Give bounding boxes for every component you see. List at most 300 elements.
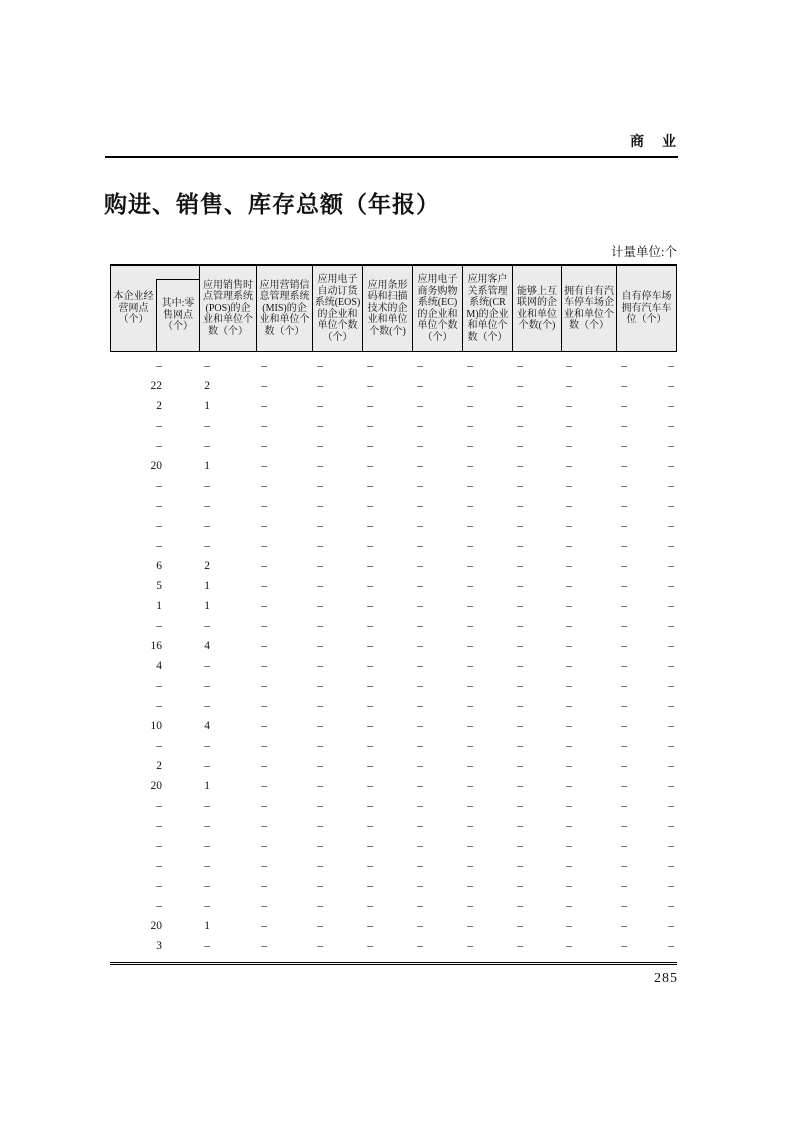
table-cell: –	[566, 920, 572, 932]
table-cell: 2	[156, 760, 162, 772]
table-row	[110, 616, 677, 636]
table-cell: –	[621, 480, 627, 492]
table-cell: –	[317, 700, 323, 712]
table-cell: –	[367, 420, 373, 432]
table-cell: 2	[156, 400, 162, 412]
table-cell: –	[367, 460, 373, 472]
table-cell: –	[317, 400, 323, 412]
table-cell: –	[517, 800, 523, 812]
table-cell: –	[467, 940, 473, 952]
table-cell: –	[417, 820, 423, 832]
table-cell: –	[417, 380, 423, 392]
table-cell: –	[156, 480, 162, 492]
table-cell: –	[367, 520, 373, 532]
table-cell: –	[317, 860, 323, 872]
table-cell: 20	[150, 780, 162, 792]
table-cell: –	[566, 780, 572, 792]
table-cell: –	[621, 760, 627, 772]
table-cell: –	[417, 740, 423, 752]
table-cell: –	[317, 360, 323, 372]
table-cell: –	[261, 580, 267, 592]
table-row	[110, 396, 677, 416]
table-cell: 4	[156, 660, 162, 672]
table-cell: –	[367, 920, 373, 932]
table-cell: –	[367, 360, 373, 372]
table-cell: –	[621, 400, 627, 412]
table-cell: –	[417, 520, 423, 532]
table-cell: –	[261, 940, 267, 952]
column-header-5	[313, 266, 363, 351]
table-cell: –	[668, 360, 674, 372]
table-cell: –	[417, 720, 423, 732]
table-cell: –	[261, 480, 267, 492]
column-header-label: 拥有自有汽车停车场企业和单位个数（个）	[564, 285, 614, 331]
running-head	[105, 131, 678, 158]
table-cell: –	[367, 660, 373, 672]
table-body	[110, 352, 677, 962]
table-cell: –	[668, 520, 674, 532]
table-cell: –	[668, 380, 674, 392]
table-cell: 20	[150, 920, 162, 932]
table-cell: –	[261, 680, 267, 692]
table-row	[110, 896, 677, 916]
table-cell: –	[367, 820, 373, 832]
table-cell: –	[566, 580, 572, 592]
table-cell: –	[204, 900, 210, 912]
table-cell: –	[417, 640, 423, 652]
table-cell: –	[517, 360, 523, 372]
table-cell: –	[204, 620, 210, 632]
table-cell: –	[668, 640, 674, 652]
column-header-8	[463, 266, 513, 351]
table-cell: –	[467, 640, 473, 652]
table-cell: –	[621, 840, 627, 852]
table-cell: –	[467, 440, 473, 452]
page-title: 购进、销售、库存总额（年报）	[104, 192, 440, 217]
table-cell: –	[317, 900, 323, 912]
table-cell: –	[261, 420, 267, 432]
table-cell: –	[668, 920, 674, 932]
column-header-label: 应用营销信息管理系统(MIS)的企业和单位个数（个）	[259, 279, 310, 337]
column-header-4	[257, 266, 313, 351]
column-header-label: 应用电子自动订货系统(EOS)的企业和单位个数（个）	[314, 274, 361, 343]
table-cell: 2	[204, 380, 210, 392]
table-cell: –	[261, 880, 267, 892]
table-cell: –	[668, 440, 674, 452]
table-cell: –	[417, 920, 423, 932]
table-cell: –	[156, 880, 162, 892]
table-cell: –	[367, 720, 373, 732]
table-cell: –	[204, 820, 210, 832]
table-cell: 20	[150, 460, 162, 472]
table-cell: –	[367, 880, 373, 892]
table-cell: 4	[204, 720, 210, 732]
table-cell: –	[367, 640, 373, 652]
table-cell: –	[367, 580, 373, 592]
table-cell: –	[517, 620, 523, 632]
table-cell: –	[261, 400, 267, 412]
table-cell: –	[317, 780, 323, 792]
table-cell: –	[367, 700, 373, 712]
column-header-6	[363, 266, 413, 351]
table-row	[110, 576, 677, 596]
table-cell: –	[367, 900, 373, 912]
table-cell: –	[566, 400, 572, 412]
table-cell: –	[417, 580, 423, 592]
table-cell: –	[317, 420, 323, 432]
table-cell: –	[367, 480, 373, 492]
table-cell: –	[367, 940, 373, 952]
table-cell: –	[156, 740, 162, 752]
table-cell: –	[517, 780, 523, 792]
table-cell: –	[668, 780, 674, 792]
table-cell: –	[517, 460, 523, 472]
table-cell: –	[467, 820, 473, 832]
table-cell: –	[261, 800, 267, 812]
table-cell: –	[367, 500, 373, 512]
table-row	[110, 416, 677, 436]
column-header-label: 应用客户关系管理系统(CRM)的企业和单位个数（个）	[466, 274, 509, 343]
table-cell: –	[317, 940, 323, 952]
table-cell: –	[417, 660, 423, 672]
table-cell: –	[204, 440, 210, 452]
table-cell: –	[517, 400, 523, 412]
table-cell: –	[261, 640, 267, 652]
table-cell: –	[668, 560, 674, 572]
table-cell: –	[417, 860, 423, 872]
table-cell: –	[621, 460, 627, 472]
table-row	[110, 916, 677, 936]
table-cell: –	[417, 560, 423, 572]
column-header-3	[200, 266, 257, 351]
running-head-text: 商 业	[630, 135, 678, 150]
table-cell: –	[621, 800, 627, 812]
table-cell: –	[261, 760, 267, 772]
table-cell: –	[156, 360, 162, 372]
table-cell: 1	[204, 600, 210, 612]
table-cell: –	[566, 640, 572, 652]
table-cell: –	[156, 620, 162, 632]
table-cell: 1	[204, 580, 210, 592]
table-cell: –	[517, 540, 523, 552]
column-header-7	[413, 266, 463, 351]
table-cell: –	[517, 740, 523, 752]
table-cell: –	[668, 540, 674, 552]
table-cell: –	[467, 860, 473, 872]
table-cell: –	[261, 660, 267, 672]
table-cell: –	[317, 620, 323, 632]
table-cell: –	[317, 760, 323, 772]
table-cell: –	[417, 700, 423, 712]
table-cell: –	[317, 880, 323, 892]
table-cell: –	[467, 420, 473, 432]
table-cell: –	[621, 720, 627, 732]
table-cell: –	[261, 540, 267, 552]
table-cell: –	[668, 840, 674, 852]
table-cell: –	[317, 500, 323, 512]
table-cell: –	[367, 400, 373, 412]
table-cell: –	[156, 860, 162, 872]
column-header-label: 应用电子商务购物系统(EC)的企业和单位个数（个）	[417, 274, 458, 343]
table-cell: –	[517, 480, 523, 492]
table-cell: –	[317, 560, 323, 572]
table-cell: –	[261, 780, 267, 792]
table-cell: –	[317, 520, 323, 532]
table-cell: –	[566, 740, 572, 752]
table-row	[110, 376, 677, 396]
table-cell: –	[261, 500, 267, 512]
table-cell: –	[621, 940, 627, 952]
table-cell: –	[566, 460, 572, 472]
table-cell: –	[467, 380, 473, 392]
table-cell: –	[621, 820, 627, 832]
table-cell: –	[621, 420, 627, 432]
table-cell: –	[517, 380, 523, 392]
column-header-label: 本企业经营网点（个）	[113, 291, 154, 326]
table-row	[110, 796, 677, 816]
table-cell: –	[668, 460, 674, 472]
table-cell: –	[156, 680, 162, 692]
table-cell: –	[317, 540, 323, 552]
table-cell: –	[261, 700, 267, 712]
table-cell: –	[367, 840, 373, 852]
table-cell: –	[417, 600, 423, 612]
table-cell: –	[621, 620, 627, 632]
table-cell: –	[467, 360, 473, 372]
table-cell: –	[621, 860, 627, 872]
table-cell: –	[517, 500, 523, 512]
table-cell: –	[668, 820, 674, 832]
table-cell: 22	[150, 380, 162, 392]
table-cell: –	[317, 920, 323, 932]
table-cell: –	[156, 420, 162, 432]
table-row	[110, 476, 677, 496]
table-row	[110, 776, 677, 796]
table-cell: –	[517, 860, 523, 872]
table-cell: –	[261, 440, 267, 452]
table-cell: 16	[150, 640, 162, 652]
table-header-row	[110, 264, 677, 352]
table-cell: –	[467, 580, 473, 592]
table-cell: –	[417, 400, 423, 412]
table-cell: –	[621, 500, 627, 512]
table-cell: –	[668, 500, 674, 512]
table-cell: –	[367, 440, 373, 452]
table-cell: –	[317, 480, 323, 492]
table-cell: –	[156, 840, 162, 852]
table-cell: –	[261, 840, 267, 852]
column-header-11	[617, 266, 677, 351]
table-cell: –	[156, 540, 162, 552]
table-cell: –	[467, 540, 473, 552]
table-cell: –	[261, 380, 267, 392]
table-cell: –	[317, 640, 323, 652]
table-cell: –	[566, 700, 572, 712]
table-cell: –	[367, 380, 373, 392]
table-cell: –	[517, 760, 523, 772]
table-cell: –	[517, 880, 523, 892]
table-cell: –	[621, 740, 627, 752]
table-cell: –	[668, 580, 674, 592]
table-cell: –	[517, 940, 523, 952]
table-row	[110, 456, 677, 476]
table-cell: –	[417, 440, 423, 452]
table-cell: –	[467, 760, 473, 772]
table-row	[110, 696, 677, 716]
table-cell: 5	[156, 580, 162, 592]
table-cell: –	[417, 360, 423, 372]
table-cell: –	[367, 860, 373, 872]
table-cell: –	[204, 760, 210, 772]
table-cell: –	[204, 860, 210, 872]
table-cell: –	[156, 900, 162, 912]
table-cell: –	[317, 440, 323, 452]
table-cell: –	[621, 780, 627, 792]
table-cell: –	[156, 520, 162, 532]
table-cell: –	[517, 720, 523, 732]
table-cell: –	[367, 600, 373, 612]
table-cell: –	[517, 580, 523, 592]
table-cell: –	[204, 660, 210, 672]
table-cell: –	[467, 560, 473, 572]
table-cell: –	[204, 420, 210, 432]
table-cell: –	[417, 900, 423, 912]
table-cell: –	[621, 880, 627, 892]
table-cell: –	[261, 900, 267, 912]
table-row	[110, 636, 677, 656]
table-cell: –	[417, 500, 423, 512]
table-cell: –	[517, 640, 523, 652]
table-cell: –	[566, 820, 572, 832]
table-cell: –	[668, 860, 674, 872]
table-cell: –	[417, 880, 423, 892]
table-cell: 1	[156, 600, 162, 612]
table-cell: –	[566, 900, 572, 912]
table-cell: –	[261, 620, 267, 632]
table-cell: –	[517, 700, 523, 712]
table-cell: –	[261, 920, 267, 932]
table-cell: –	[517, 900, 523, 912]
table-cell: –	[367, 740, 373, 752]
table-cell: –	[517, 680, 523, 692]
table-cell: –	[261, 560, 267, 572]
table-cell: –	[566, 940, 572, 952]
table-row	[110, 856, 677, 876]
table-cell: –	[621, 580, 627, 592]
page-number: 285	[654, 971, 678, 986]
table-cell: –	[417, 780, 423, 792]
table-cell: –	[204, 360, 210, 372]
table-cell: –	[517, 440, 523, 452]
table-cell: –	[417, 540, 423, 552]
table-cell: –	[621, 600, 627, 612]
table-row	[110, 936, 677, 956]
statistics-table	[110, 264, 677, 965]
table-cell: –	[566, 680, 572, 692]
table-row	[110, 596, 677, 616]
table-row	[110, 496, 677, 516]
table-cell: –	[517, 520, 523, 532]
table-cell: –	[467, 520, 473, 532]
table-cell: –	[566, 360, 572, 372]
table-cell: –	[417, 460, 423, 472]
table-cell: –	[317, 580, 323, 592]
table-cell: –	[467, 660, 473, 672]
table-cell: –	[467, 720, 473, 732]
table-cell: –	[156, 800, 162, 812]
table-row	[110, 356, 677, 376]
table-cell: –	[261, 460, 267, 472]
table-cell: –	[367, 620, 373, 632]
table-cell: –	[261, 820, 267, 832]
table-cell: –	[204, 840, 210, 852]
table-cell: –	[367, 680, 373, 692]
table-cell: –	[621, 660, 627, 672]
table-cell: –	[467, 680, 473, 692]
table-cell: –	[621, 920, 627, 932]
table-cell: 1	[204, 780, 210, 792]
table-cell: –	[261, 360, 267, 372]
table-cell: –	[204, 680, 210, 692]
column-header-10	[562, 266, 617, 351]
table-cell: –	[204, 540, 210, 552]
table-cell: –	[668, 400, 674, 412]
table-row	[110, 836, 677, 856]
table-cell: –	[367, 760, 373, 772]
table-cell: –	[467, 460, 473, 472]
table-cell: –	[566, 500, 572, 512]
table-cell: –	[621, 520, 627, 532]
table-cell: –	[204, 500, 210, 512]
table-cell: –	[261, 520, 267, 532]
table-cell: –	[317, 600, 323, 612]
table-cell: –	[621, 560, 627, 572]
table-row	[110, 816, 677, 836]
table-cell: –	[467, 900, 473, 912]
table-row	[110, 436, 677, 456]
table-cell: –	[517, 820, 523, 832]
table-cell: 1	[204, 460, 210, 472]
unit-note: 计量单位:个	[611, 245, 677, 259]
table-cell: –	[467, 400, 473, 412]
table-cell: –	[566, 620, 572, 632]
table-cell: –	[261, 860, 267, 872]
table-cell: –	[317, 820, 323, 832]
table-row	[110, 656, 677, 676]
table-row	[110, 876, 677, 896]
table-row	[110, 736, 677, 756]
table-cell: –	[204, 740, 210, 752]
table-cell: –	[668, 420, 674, 432]
table-cell: –	[467, 800, 473, 812]
table-cell: –	[566, 840, 572, 852]
table-cell: –	[668, 680, 674, 692]
table-cell: –	[517, 420, 523, 432]
table-row	[110, 536, 677, 556]
table-cell: –	[367, 800, 373, 812]
table-cell: –	[517, 840, 523, 852]
table-cell: –	[566, 860, 572, 872]
table-cell: –	[467, 920, 473, 932]
table-cell: –	[566, 420, 572, 432]
table-cell: –	[566, 480, 572, 492]
table-cell: –	[621, 440, 627, 452]
table-cell: –	[566, 720, 572, 732]
column-header-label: 其中:零售网点（个）	[156, 279, 199, 351]
table-cell: –	[621, 900, 627, 912]
table-cell: –	[261, 720, 267, 732]
table-cell: –	[367, 560, 373, 572]
